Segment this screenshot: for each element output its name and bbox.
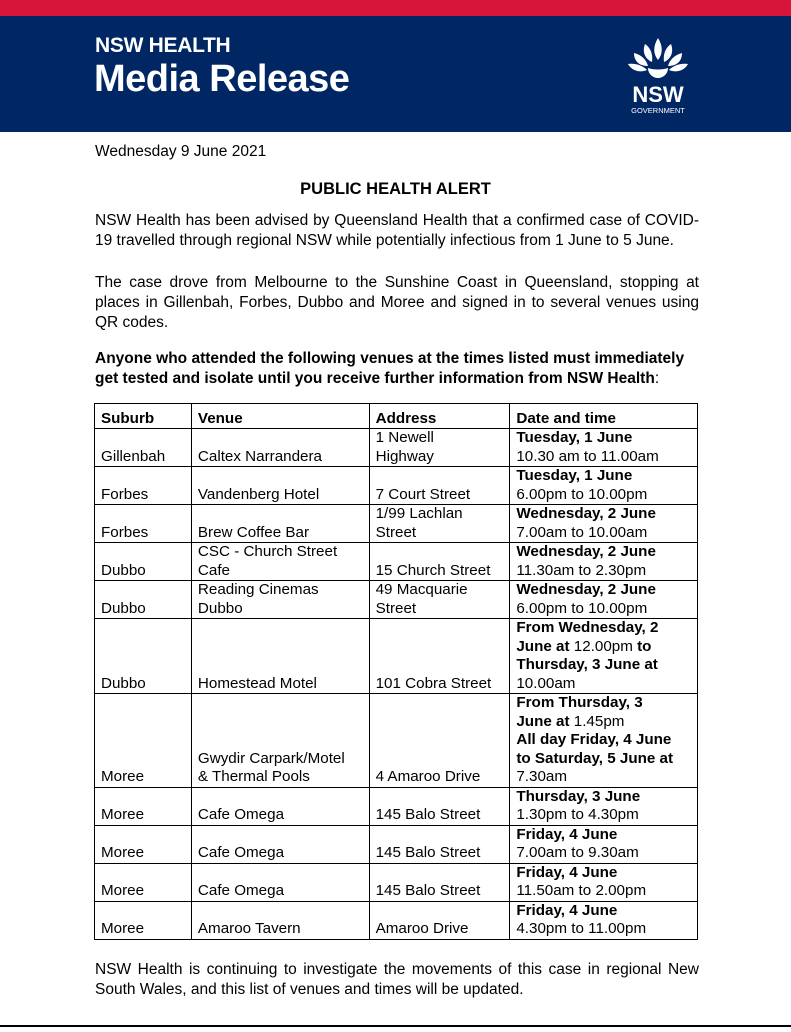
date-time-segment: 6.00pm to 10.00pm [516,485,648,503]
address-cell-line: 4 Amaroo Drive [375,768,481,785]
date-time-segment: 6.00pm to 10.00pm [516,599,648,617]
date-time-line [516,656,693,675]
table-row [95,901,698,939]
date-time-line [516,864,693,883]
date-time-line [516,675,693,694]
closing-paragraph: NSW Health is continuing to investigate the movements of this case in regional New South Wales, and this list of venues and times will be updated. [95,961,699,998]
address-cell [369,694,510,788]
venue-cell [191,429,369,467]
date-time-segment: Friday, 4 June [516,901,618,919]
venue-cell-line: Cafe Omega [197,882,285,899]
table-row [95,787,698,825]
date-time-segment: From Wednesday, 2 [516,619,659,636]
venue-cell [191,619,369,694]
address-cell-line: 1/99 Lachlan [375,505,463,522]
date-time-cell [510,467,698,505]
table-row [95,581,698,619]
address-cell [369,543,510,581]
date-time-line [516,844,693,863]
top-accent-bar [0,0,791,16]
date-time-line [516,524,693,543]
venue-cell [191,825,369,863]
date-time-segment: Wednesday, 2 June [516,505,656,522]
venue-cell-line: Cafe Omega [197,806,285,823]
venue-cell-line: CSC - Church Street [197,543,338,560]
instruction-colon: : [654,370,660,387]
date-time-line [516,713,693,732]
date-time-segment: 7.00am to 10.00am [516,523,648,541]
header-date-time: Date and time [510,404,698,429]
date-time-segment: June at [516,712,574,730]
address-cell [369,901,510,939]
address-cell-line: 101 Cobra Street [375,674,492,692]
date-time-segment: 7.00am to 9.30am [516,844,639,861]
date-time-cell [510,505,698,543]
venue-cell-line: & Thermal Pools [197,768,310,785]
address-cell-line: 145 Balo Street [375,844,481,861]
logo-wordmark: NSW [632,82,684,107]
table-row [95,543,698,581]
venue-cell-line: Cafe [197,561,230,579]
date-time-line [516,882,693,901]
date-time-line [516,562,693,581]
date-time-segment: 10.00am [516,674,576,692]
date-time-segment: 4.30pm to 11.00pm [516,920,647,937]
date-time-segment: June at [516,637,574,655]
venue-cell [191,863,369,901]
date-time-line [516,486,693,505]
venue-cell-line: Vandenberg Hotel [197,485,320,503]
venue-cell-line: Cafe Omega [197,844,285,861]
header-venue: Venue [191,404,369,429]
date-time-segment: Thursday, 3 June [516,787,641,805]
date-time-segment: Friday, 4 June [516,825,618,843]
date-time-segment: to [637,637,652,655]
venue-cell [191,505,369,543]
venue-cell [191,787,369,825]
address-cell [369,467,510,505]
doc-type-title: Media Release [94,58,350,100]
venue-cell-line: Homestead Motel [197,674,317,692]
table-row [95,619,698,694]
address-cell [369,863,510,901]
venue-rows [95,429,698,940]
venue-cell-line: Gwydir Carpark/Motel [197,749,345,767]
header-suburb: Suburb [95,404,192,429]
address-cell-line: 15 Church Street [375,561,491,579]
venue-cell [191,467,369,505]
date-time-segment: Wednesday, 2 June [516,581,656,598]
date-time-line [516,750,693,769]
date-time-segment: Friday, 4 June [516,863,618,881]
header-address: Address [369,404,510,429]
date-time-segment: 11.30am to 2.30pm [516,561,647,579]
date-time-cell [510,787,698,825]
date-time-line [516,448,693,467]
date-time-segment: 7.30am [516,768,568,785]
date-time-cell [510,863,698,901]
date-time-cell [510,619,698,694]
date-time-cell [510,901,698,939]
logo-subtext: GOVERNMENT [631,106,685,115]
address-cell-line: 49 Macquarie [375,581,468,598]
venue-cell-line: Caltex Narrandera [197,447,322,465]
date-time-segment: Tuesday, 1 June [516,429,633,446]
address-cell-line: 145 Balo Street [375,882,481,899]
address-cell [369,825,510,863]
alert-title: PUBLIC HEALTH ALERT [300,180,491,198]
address-cell-line: Highway [375,447,434,465]
suburb-cell: Forbes [95,505,192,543]
date-time-segment: 12.00pm [573,637,638,655]
date-time-cell [510,581,698,619]
suburb-cell: Moree [95,863,192,901]
date-time-line [516,902,693,921]
date-time-line [516,826,693,845]
date-time-line [516,619,693,638]
date-time-segment: From Thursday, 3 [516,694,643,711]
venue-cell [191,581,369,619]
date-time-segment: to Saturday, 5 June at [516,749,674,767]
release-date: Wednesday 9 June 2021 [95,143,267,160]
date-time-segment: 1.30pm to 4.30pm [516,806,639,823]
travel-paragraph: The case drove from Melbourne to the Sunshine Coast in Queensland, stopping at places in Gillenbah, Forbes, Dubbo and Moree and signed in to several venues using QR codes. [95,274,699,331]
address-cell-line: Amaroo Drive [375,920,469,937]
address-cell [369,581,510,619]
date-time-segment: Wednesday, 2 June [516,543,656,560]
footer-rule [0,1025,791,1027]
table-row [95,429,698,467]
date-time-cell [510,825,698,863]
date-time-segment: Tuesday, 1 June [516,467,633,484]
date-time-cell [510,694,698,788]
date-time-segment: 10.30 am to 11.00am [516,447,659,465]
date-time-cell [510,543,698,581]
address-cell-line: 145 Balo Street [375,806,481,823]
suburb-cell: Dubbo [95,543,192,581]
instruction-text: Anyone who attended the following venues at the times listed must immediately get tested and isolate until you receive further information from NSW Health [95,350,685,387]
table-row [95,825,698,863]
date-time-line [516,788,693,807]
address-cell [369,787,510,825]
suburb-cell: Moree [95,787,192,825]
date-time-line [516,920,693,939]
address-cell [369,505,510,543]
table-row [95,505,698,543]
date-time-line [516,467,693,486]
address-cell-line: Street [375,523,417,541]
venue-cell-line: Reading Cinemas [197,581,319,598]
date-time-line [516,581,693,600]
suburb-cell: Moree [95,694,192,788]
date-time-line [516,694,693,713]
nsw-government-logo [618,34,698,118]
venue-cell-line: Amaroo Tavern [197,920,301,937]
intro-paragraph: NSW Health has been advised by Queensland Health that a confirmed case of COVID-19 travelled through regional NSW while potentially infectious from 1 June to 5 June. [95,212,699,249]
table-header-row [95,404,698,429]
venues-table [94,403,698,940]
date-time-cell [510,429,698,467]
date-time-segment: All day Friday, 4 June [516,731,672,748]
date-time-line [516,429,693,448]
address-cell-line: 1 Newell [375,429,434,446]
venue-cell-line: Dubbo [197,599,243,617]
date-time-line [516,731,693,750]
date-time-line [516,768,693,787]
suburb-cell: Gillenbah [95,429,192,467]
suburb-cell: Forbes [95,467,192,505]
date-time-line [516,600,693,619]
suburb-cell: Dubbo [95,619,192,694]
date-time-segment: 11.50am to 2.00pm [516,882,647,899]
venue-cell [191,543,369,581]
address-cell-line: 7 Court Street [375,485,471,503]
date-time-line [516,638,693,657]
address-cell [369,429,510,467]
venue-cell [191,694,369,788]
suburb-cell: Moree [95,825,192,863]
table-row [95,694,698,788]
table-row [95,863,698,901]
instruction-paragraph [95,349,699,389]
date-time-line [516,505,693,524]
address-cell [369,619,510,694]
suburb-cell: Dubbo [95,581,192,619]
address-cell-line: Street [375,599,417,617]
date-time-line [516,806,693,825]
suburb-cell: Moree [95,901,192,939]
venue-cell-line: Brew Coffee Bar [197,523,310,541]
date-time-line [516,543,693,562]
org-name: NSW HEALTH [95,34,231,57]
date-time-segment: 1.45pm [573,712,625,730]
table-row [95,467,698,505]
date-time-segment: Thursday, 3 June at [516,656,658,673]
venue-cell [191,901,369,939]
